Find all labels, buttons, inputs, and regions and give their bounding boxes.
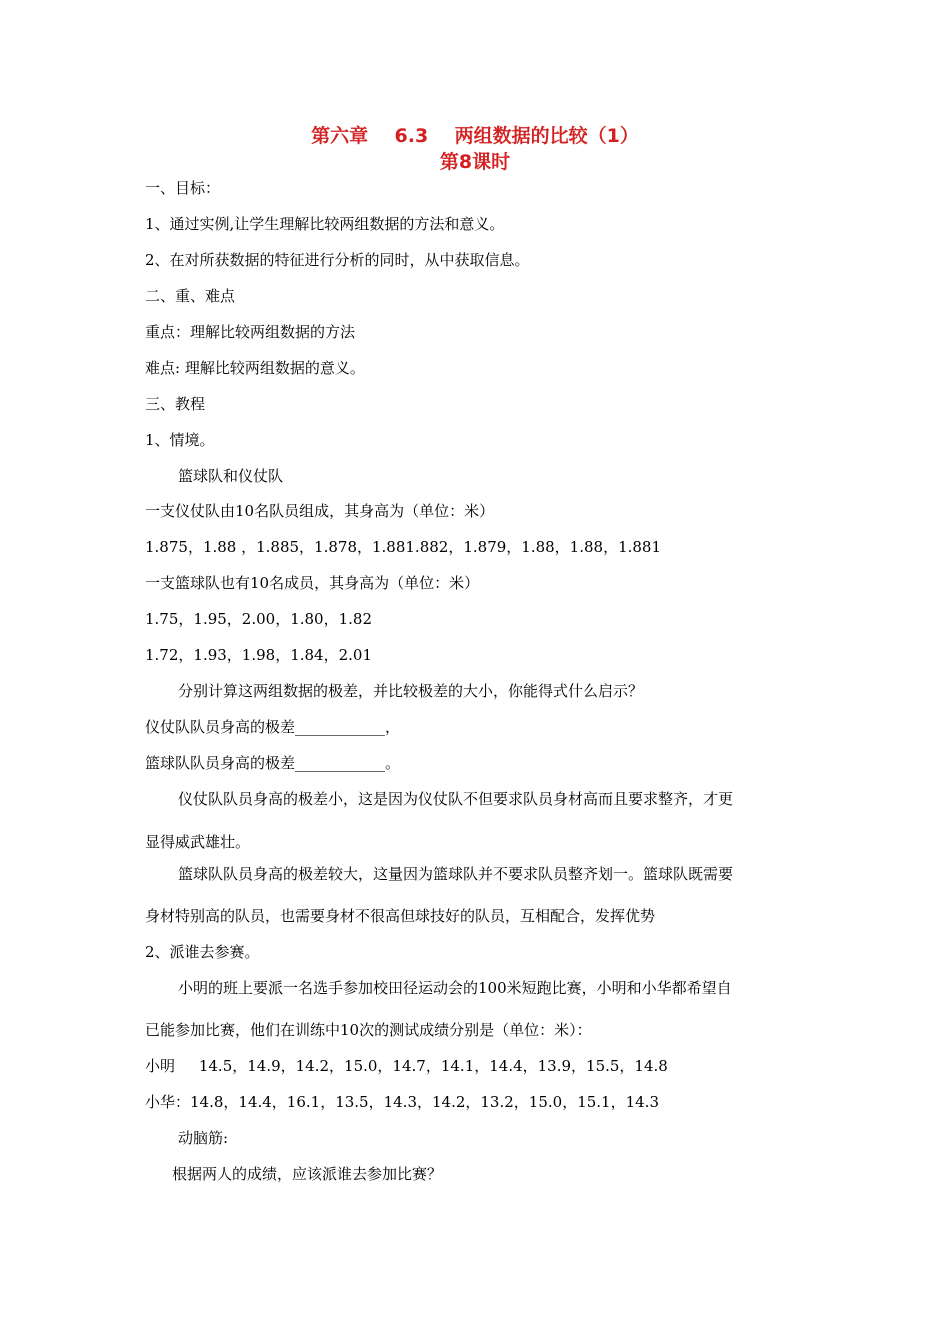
subsection-scenario: 1、情境。 <box>145 431 215 449</box>
race-scenario-cont: 已能参加比赛，他们在训练中10次的测试成绩分别是（单位：米）： <box>145 1021 592 1039</box>
final-question: 根据两人的成绩，应该派谁去参加比赛？ <box>172 1165 443 1183</box>
basketball-explanation: 篮球队队员身高的极差较大，这量因为篮球队并不要求队员整齐划一。篮球队既需要 <box>178 865 734 883</box>
goal-item-2: 2、在对所获数据的特征进行分析的同时，从中获取信息。 <box>145 251 530 269</box>
basketball-heights-row-1: 1.75，1.95，2.00，1.80，1.82 <box>145 610 372 628</box>
race-scenario: 小明的班上要派一名选手参加校田径运动会的100米短跑比赛，小明和小华都希望自 <box>178 979 732 997</box>
xiaohua-scores: 小华：14.8，14.4，16.1，13.5，14.3，14.2，13.2，15.0，15.1，14.3 <box>145 1093 659 1111</box>
document-title: 第六章 6.3 两组数据的比较（1） <box>311 125 639 147</box>
basketball-explanation-cont: 身材特别高的队员，也需要身材不很高但球技好的队员，互相配合，发挥优势 <box>145 907 656 925</box>
scenario-title: 篮球队和仪仗队 <box>178 467 284 485</box>
honor-guard-explanation-cont: 显得威武雄壮。 <box>145 833 251 851</box>
basketball-heights-row-2: 1.72，1.93，1.98，1.84，2.01 <box>145 646 372 664</box>
honor-guard-heights: 1.875，1.88 ，1.885，1.878，1.881.882，1.879，1.88，1.88，1.881 <box>145 538 662 556</box>
key-point: 重点：理解比较两组数据的方法 <box>145 323 356 341</box>
honor-guard-intro: 一支仪仗队由10名队员组成，其身高为（单位：米） <box>145 502 495 520</box>
section-heading-goals: 一、目标： <box>145 179 221 197</box>
goal-item-1: 1、通过实例,让学生理解比较两组数据的方法和意义。 <box>145 215 505 233</box>
lesson-subtitle: 第8课时 <box>439 151 511 173</box>
range-question: 分别计算这两组数据的极差，并比较极差的大小，你能得式什么启示？ <box>178 682 644 700</box>
basketball-range-blank: 篮球队队员身高的极差____________。 <box>145 754 401 772</box>
section-heading-key-points: 二、重、难点 <box>145 287 236 305</box>
think-prompt: 动脑筋: <box>178 1129 229 1147</box>
basketball-intro: 一支篮球队也有10名成员，其身高为（单位：米） <box>145 574 480 592</box>
honor-guard-explanation: 仪仗队队员身高的极差小，这是因为仪仗队不但要求队员身材高而且要求整齐，才更 <box>178 790 734 808</box>
honor-guard-range-blank: 仪仗队队员身高的极差____________， <box>145 718 401 736</box>
section-heading-teaching: 三、教程 <box>145 395 206 413</box>
difficult-point: 难点: 理解比较两组数据的意义。 <box>145 359 365 377</box>
subsection-who-competes: 2、派谁去参赛。 <box>145 943 260 961</box>
xiaoming-scores: 小明 14.5，14.9，14.2，15.0，14.7，14.1，14.4，13.9，15.5，14.8 <box>145 1057 668 1075</box>
